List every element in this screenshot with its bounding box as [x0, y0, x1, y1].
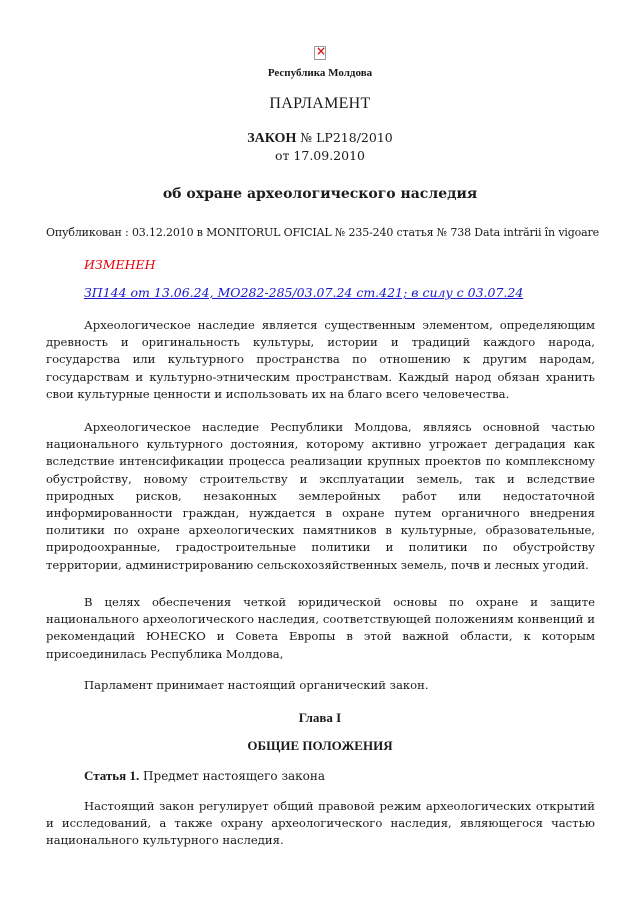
preamble-paragraph-2: Археологическое наследие Республики Молдова, являясь основной частью национального культурного достояния, которому активно угрожает деградация как вследствие интенсификации процесса реализации крупных проектов по комплексному обустройству, новому строительству и эксплуатации земель, так и вследствие природных рисков, незаконных землеройных работ или недостаточной информированности граждан, нуждается в охране путем органичного внедрения политики по охране археологических памятников в культурные, образовательные, природоохранные, градостроительные политики и политики по обустройству территории, администрированию сельскохозяйственных земель, почв и лесных угодий.	[46, 420, 595, 572]
chapter-label: Глава I	[298, 710, 342, 725]
article-1-title: Предмет настоящего закона	[143, 769, 326, 783]
parliament-heading: ПАРЛАМЕНТ	[269, 95, 371, 112]
article-1-label: Статья 1.	[84, 768, 140, 783]
preamble-paragraph-1: Археологическое наследие является существенным элементом, определяющим древность и оригинальность культуры, истории и традиций каждого народа, государства или культурного пространства по отношению к другим народам, государствам и культурно-этническим пространствам. Каждый народ обязан хранить свои культурные ценности и использовать их на благо всего человечества.	[46, 318, 595, 401]
publication-info: Опубликован : 03.12.2010 в MONITORUL OFICIAL № 235-240 статья № 738 Data intrării în vigoare	[46, 226, 600, 239]
law-title: об охране археологического наследия	[162, 186, 478, 202]
preamble-paragraph-4: Парламент принимает настоящий органический закон.	[84, 678, 429, 692]
amendment-status: ИЗМЕНЕН	[84, 257, 156, 272]
article-1-text: Настоящий закон регулирует общий правовой режим археологических открытий и исследований, а также охрану археологического наследия, являющегося частью национального культурного наследия.	[46, 799, 595, 848]
law-number-line	[0, 130, 640, 147]
broken-image-icon	[314, 46, 326, 60]
law-label: ЗАКОН	[247, 131, 297, 146]
chapter-title: ОБЩИЕ ПОЛОЖЕНИЯ	[247, 738, 393, 753]
republic-name: Республика Молдова	[267, 67, 373, 79]
law-number: № LP218/2010	[300, 130, 393, 145]
law-date: от 17.09.2010	[275, 148, 365, 163]
article-1-heading	[84, 768, 325, 784]
preamble-paragraph-3: В целях обеспечения четкой юридической основы по охране и защите национального археологического наследия, соответствующей положениям конвенций и рекомендаций ЮНЕСКО и Совета Европы в этой важной области, к которым присоединилась Республика Молдова,	[46, 595, 595, 661]
amendment-link[interactable]: ЗП144 от 13.06.24, MO282-285/03.07.24 ст.421; в силу с 03.07.24	[84, 285, 524, 300]
